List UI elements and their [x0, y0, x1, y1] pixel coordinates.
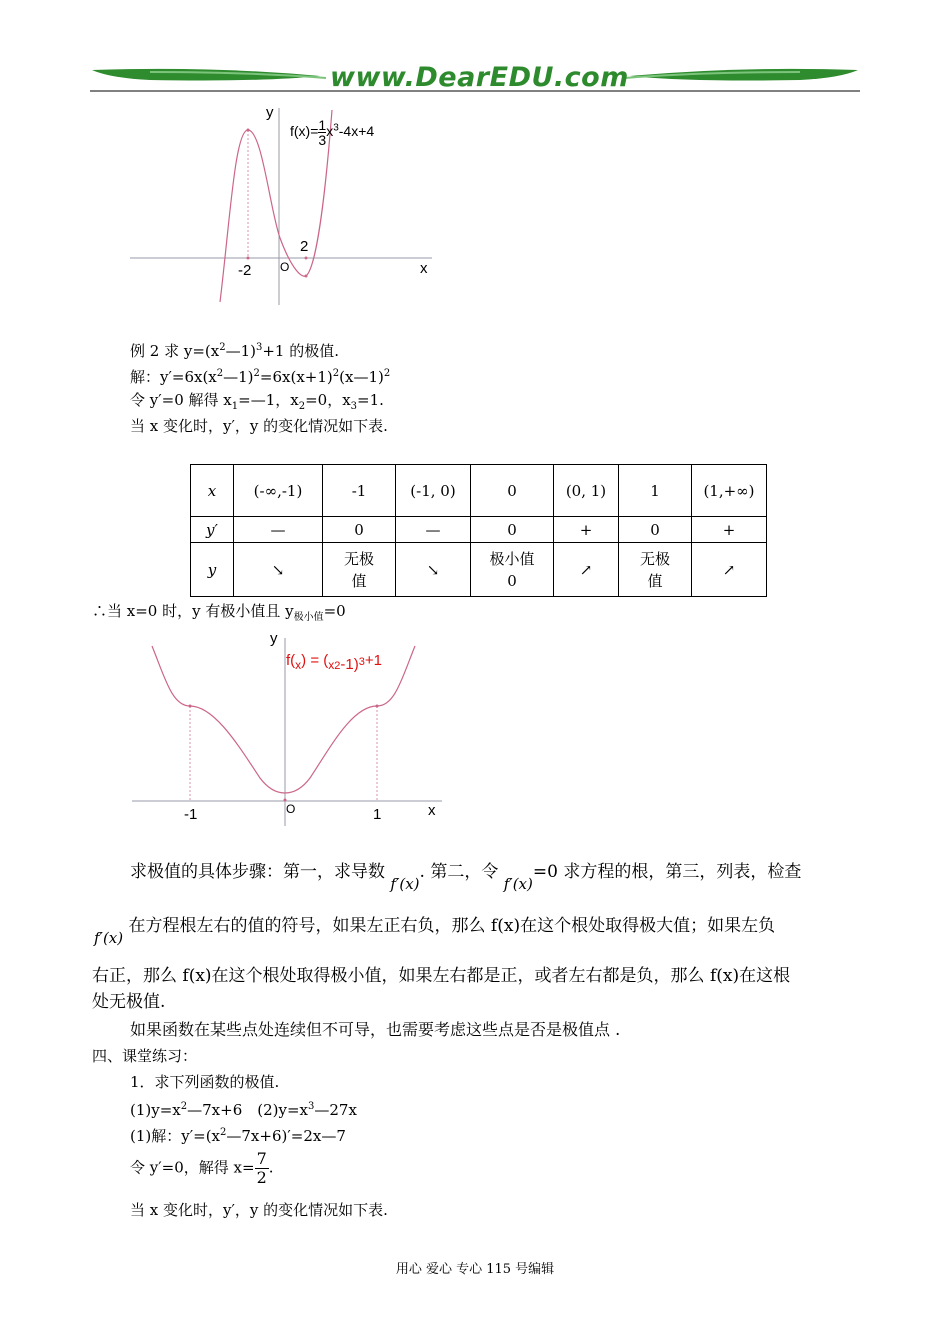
steps-line1: 求极值的具体步骤：第一，求导数 f′(x). 第二，令 f′(x)=0 求方程的根，第三，列表，检查 — [130, 862, 802, 893]
example2-title: 例 2 求 $y=(x^2—1)^3+1$ 的极值. — [130, 342, 340, 360]
table-cell: — — [234, 517, 323, 543]
steps-line4: 处无极值. — [92, 992, 166, 1012]
func-num: 1 — [318, 117, 327, 133]
table-cell: x — [191, 465, 234, 517]
graph2-y-label: y — [270, 630, 278, 647]
example2-when: 当 x 变化时，y′，y 的变化情况如下表. — [130, 417, 388, 435]
conclusion: ∴当 x=0 时，y 有极小值且 $y_{极小值}=0$ — [92, 602, 346, 623]
exercise-q1: 1．求下列函数的极值. — [130, 1073, 280, 1091]
table-cell: -1 — [323, 465, 396, 517]
table-cell: (0, 1) — [554, 465, 619, 517]
table-cell: 无极值 — [323, 543, 396, 597]
footer: 用心 爱心 专心 115 号编辑 — [395, 1262, 555, 1277]
table-row — [191, 517, 767, 543]
table-cell: 0 — [471, 465, 554, 517]
table-cell: 无极值 — [619, 543, 692, 597]
table-cell: ↗ — [554, 543, 619, 597]
table-cell: + — [554, 517, 619, 543]
exercise-q1-parts: $(1)y=x^2—7x+6$ $(2)y=x^3—27x$ — [130, 1101, 357, 1119]
func-exp: 3 — [333, 122, 339, 134]
exercise-sol1: (1)解：$y'=(x^2—7x+6)'=2x—7$ — [130, 1127, 346, 1145]
func-den: 3 — [318, 132, 327, 148]
max-point — [247, 129, 250, 132]
table-cell: (-1, 0) — [396, 465, 471, 517]
table-row — [191, 543, 767, 597]
fprime-symbol: f′(x) — [390, 875, 420, 893]
func-prefix: f(x)= — [290, 123, 319, 140]
exercise-root: 令 y′=0，解得 x= $\frac{7}{2}$ . — [130, 1149, 274, 1187]
exercise-when: 当 x 变化时，y′，y 的变化情况如下表. — [130, 1201, 388, 1219]
graph1-tick-neg2: -2 — [238, 262, 252, 279]
tick-2-dot — [305, 257, 308, 260]
table-cell: (1,+∞) — [692, 465, 767, 517]
table-cell: ↗ — [692, 543, 767, 597]
header-logo: www.DearEDU.com — [330, 62, 629, 93]
table-cell: y′ — [191, 517, 234, 543]
steps-line3: 右正，那么 f(x)在这个根处取得极小值，如果左右都是正，或者左右都是负，那么 f(x)在这根 — [92, 966, 791, 986]
table-cell: 极小值 0 — [471, 543, 554, 597]
table-cell: ↘ — [234, 543, 323, 597]
variation-table — [190, 464, 767, 597]
graph2-function-label: $f(_x) = (_{x2}-1)3+1$ — [286, 652, 382, 673]
graph1-y-label: y — [266, 104, 274, 121]
graph-sextic — [130, 628, 450, 828]
func-rest: -4x+4 — [338, 123, 375, 140]
table-cell: + — [692, 517, 767, 543]
fprime-symbol: f′(x) — [94, 929, 124, 947]
table-cell: — — [396, 517, 471, 543]
graph1-origin: O — [280, 260, 290, 274]
min-point — [305, 275, 308, 278]
table-cell: 0 — [619, 517, 692, 543]
fraction-7-2: $\frac{7}{2}$ — [256, 1149, 267, 1187]
inflection-right — [376, 705, 379, 708]
table-cell: 0 — [471, 517, 554, 543]
table-cell: ↘ — [396, 543, 471, 597]
steps-line2: f′(x) 在方程根左右的值的符号，如果左正右负，那么 f(x)在这个根处取得极大值；如果左负 — [94, 916, 776, 947]
table-cell: (-∞,-1) — [234, 465, 323, 517]
section4-title: 四、课堂练习： — [92, 1047, 198, 1065]
tick-neg2-dot — [247, 257, 250, 260]
table-cell: 0 — [323, 517, 396, 543]
fprime-symbol: f′(x) — [503, 875, 533, 893]
example2-roots: 令 y′=0 解得 $x_1=—1$，$x_2=0$，$x_3=1$. — [130, 391, 384, 412]
graph2-tick-neg1: -1 — [184, 806, 198, 823]
graph-cubic — [120, 100, 440, 310]
graph1-tick-2: 2 — [300, 238, 309, 255]
graph2-tick-1: 1 — [373, 806, 382, 823]
func-x: x — [326, 123, 334, 140]
graph2-origin: O — [286, 802, 296, 816]
graph1-function-label — [290, 118, 374, 147]
graph2-x-label: x — [428, 802, 436, 819]
inflection-left — [189, 705, 192, 708]
table-cell: y — [191, 543, 234, 597]
example2-solution: 解：$y'=6x(x^2—1)^2=6x(x+1)^2(x—1)^2$ — [130, 368, 391, 386]
table-row — [191, 465, 767, 517]
graph1-x-label: x — [420, 260, 428, 277]
table-cell: 1 — [619, 465, 692, 517]
graph-cubic-svg — [120, 100, 440, 310]
note: 如果函数在某些点处连续但不可导，也需要考虑这些点是否是极值点 . — [130, 1020, 621, 1039]
